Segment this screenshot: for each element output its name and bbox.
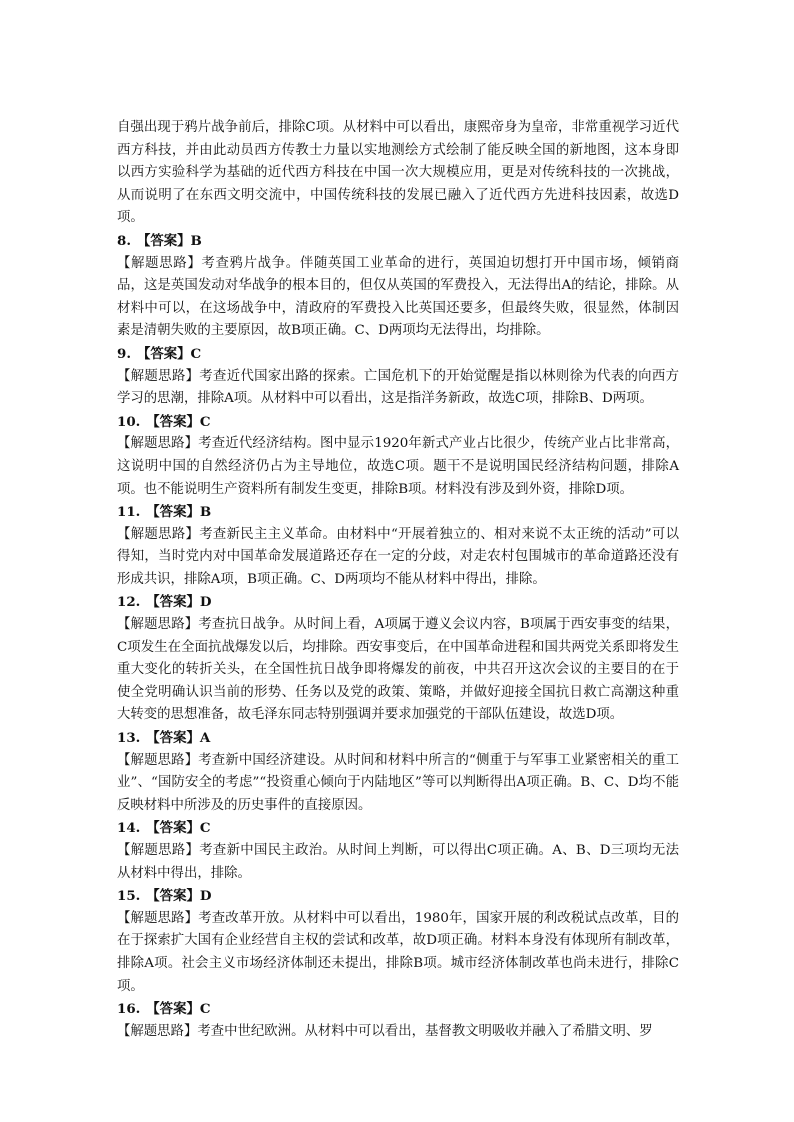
question-number: 15. [117, 888, 141, 905]
explanation-label: 【解题思路】 [117, 368, 200, 384]
answer-heading [117, 230, 679, 253]
explanation-label: 【解题思路】 [117, 617, 199, 633]
explanation-label: 【解题思路】 [117, 255, 202, 271]
answer-heading [117, 501, 679, 524]
answer-item [117, 998, 679, 1043]
answer-heading [117, 591, 679, 614]
answer-explanations-page [117, 117, 679, 1043]
answer-list [117, 230, 679, 1043]
question-number: 13. [117, 730, 141, 747]
answer-item [117, 591, 679, 727]
explanation-text: 考查新中国经济建设。从时间和材料中所言的“侧重于与军事工业紧密相关的重工业”、“国防安全的考虑”“投资重心倾向于内陆地区”等可以判断得出A项正确。B、C、D均不能反映材料中所涉及的历史事件的直接原因。 [117, 752, 680, 813]
answer-heading [117, 885, 679, 908]
explanation-paragraph [117, 524, 679, 592]
explanation-text: 考查抗日战争。从时间上看，A项属于遵义会议内容，B项属于西安事变的结果，C项发生在全面抗战爆发以后，均排除。西安事变后，在中国革命进程和国共两党关系即将发生重大变化的转折关头，在全国性抗日战争即将爆发的前夜，中共召开这次会议的主要目的在于使全党明确认识当前的形势、任务以及党的政策、策略，并做好迎接全国抗日救亡高潮这种重大转变的思想准备，故毛泽东同志特别强调并要求加强党的干部队伍建设，故选D项。 [117, 617, 680, 723]
answer-choice: B [199, 504, 212, 521]
question-number: 16. [117, 1001, 141, 1018]
explanation-paragraph [117, 908, 679, 998]
answer-item [117, 411, 679, 501]
answer-item [117, 343, 679, 411]
explanation-text: 考查改革开放。从材料中可以看出，1980年，国家开展的利改税试点改革，目的在于探索扩大国有企业经营自主权的尝试和改革，故D项正确。材料本身没有体现所有制改革，排除A项。社会主义市场经济体制还未提出，排除B项。城市经济体制改革也尚未进行，排除C项。 [117, 910, 679, 994]
answer-item [117, 727, 679, 817]
question-number: 14. [117, 820, 141, 837]
question-number: 9. [117, 345, 131, 362]
answer-tag: 【答案】 [136, 345, 191, 362]
explanation-text: 考查近代经济结构。图中显示1920年新式产业占比很少，传统产业占比非常高，这说明中国的自然经济仍占为主导地位，故选C项。题干不是说明国民经济结构问题，排除A项。也不能说明生产资料所有制发生变更，排除B项。材料没有涉及到外资，排除D项。 [117, 436, 679, 497]
explanation-paragraph [117, 253, 679, 343]
explanation-paragraph [117, 1021, 679, 1044]
explanation-label: 【解题思路】 [117, 843, 200, 858]
explanation-label: 【解题思路】 [117, 436, 199, 452]
explanation-paragraph [117, 614, 679, 727]
answer-tag: 【答案】 [146, 594, 200, 611]
explanation-text: 考查鸦片战争。伴随英国工业革命的进行，英国迫切想打开中国市场，倾销商品，这是英国发动对华战争的根本目的，但仅从英国的军费投入，无法得出A的结论，排除。从材料中可以，在这场战争中，清政府的军费投入比英国还要多，但最终失败，很显然，体制因素是清朝失败的主要原因，故B项正确。C、D两项均无法得出，均排除。 [117, 255, 680, 339]
explanation-label: 【解题思路】 [117, 752, 199, 768]
question-number: 12. [117, 594, 141, 611]
answer-item [117, 885, 679, 998]
answer-choice: D [199, 594, 212, 611]
answer-choice: D [199, 888, 212, 905]
answer-choice: A [199, 730, 211, 747]
explanation-paragraph [117, 750, 679, 818]
question-number: 8. [117, 232, 131, 249]
question-number: 11. [117, 504, 141, 521]
explanation-paragraph [117, 366, 679, 411]
answer-tag: 【答案】 [146, 730, 200, 747]
answer-choice: C [199, 820, 211, 837]
answer-item [117, 501, 679, 591]
question-number: 10. [117, 413, 141, 430]
explanation-paragraph [117, 840, 679, 885]
intro-paragraph: 自强出现于鸦片战争前后，排除C项。从材料中可以看出，康熙帝身为皇帝，非常重视学习近代西方科技，并由此动员西方传教士力量以实地测绘方式绘制了能反映全国的新地图，这本身即以西方实验科学为基础的近代西方科技在中国一次大规模应用，更是对传统科技的一次挑战，从而说明了在东西文明交流中，中国传统科技的发展已融入了近代西方先进科技因素，故选D项。 [117, 120, 679, 226]
answer-tag: 【答案】 [136, 232, 191, 249]
answer-choice: B [190, 232, 202, 249]
answer-choice: C [190, 345, 202, 362]
answer-item [117, 817, 679, 885]
answer-tag: 【答案】 [146, 888, 200, 905]
answer-choice: C [199, 1001, 211, 1018]
explanation-text: 考查新民主主义革命。由材料中“开展着独立的、相对来说不太正统的活动”可以得知，当时党内对中国革命发展道路还存在一定的分歧，对走农村包围城市的革命道路还没有形成共识，排除A项，B项正确。C、D两项均不能从材料中得出，排除。 [117, 526, 679, 587]
answer-heading [117, 343, 679, 366]
explanation-text: 考查中世纪欧洲。从材料中可以看出，基督教文明吸收并融入了希腊文明、罗 [197, 1023, 653, 1039]
explanation-label: 【解题思路】 [117, 526, 200, 542]
explanation-text: 考查新中国民主政治。从时间上判断，可以得出C项正确。A、B、D三项均无法从材料中得出，排除。 [117, 843, 679, 881]
explanation-label: 【解题思路】 [117, 1023, 198, 1039]
answer-heading [117, 411, 679, 434]
answer-heading [117, 727, 679, 750]
answer-heading [117, 817, 679, 840]
answer-choice: C [199, 413, 211, 430]
answer-tag: 【答案】 [146, 820, 200, 837]
answer-heading [117, 998, 679, 1021]
answer-tag: 【答案】 [146, 413, 200, 430]
answer-item [117, 230, 679, 343]
explanation-label: 【解题思路】 [117, 910, 199, 926]
explanation-paragraph [117, 433, 679, 501]
answer-tag: 【答案】 [146, 504, 200, 521]
explanation-text: 考查近代国家出路的探索。亡国危机下的开始觉醒是指以林则徐为代表的向西方学习的思潮，排除A项。从材料中可以看出，这是指洋务新政，故选C项，排除B、D两项。 [117, 368, 680, 407]
answer-tag: 【答案】 [146, 1001, 200, 1018]
